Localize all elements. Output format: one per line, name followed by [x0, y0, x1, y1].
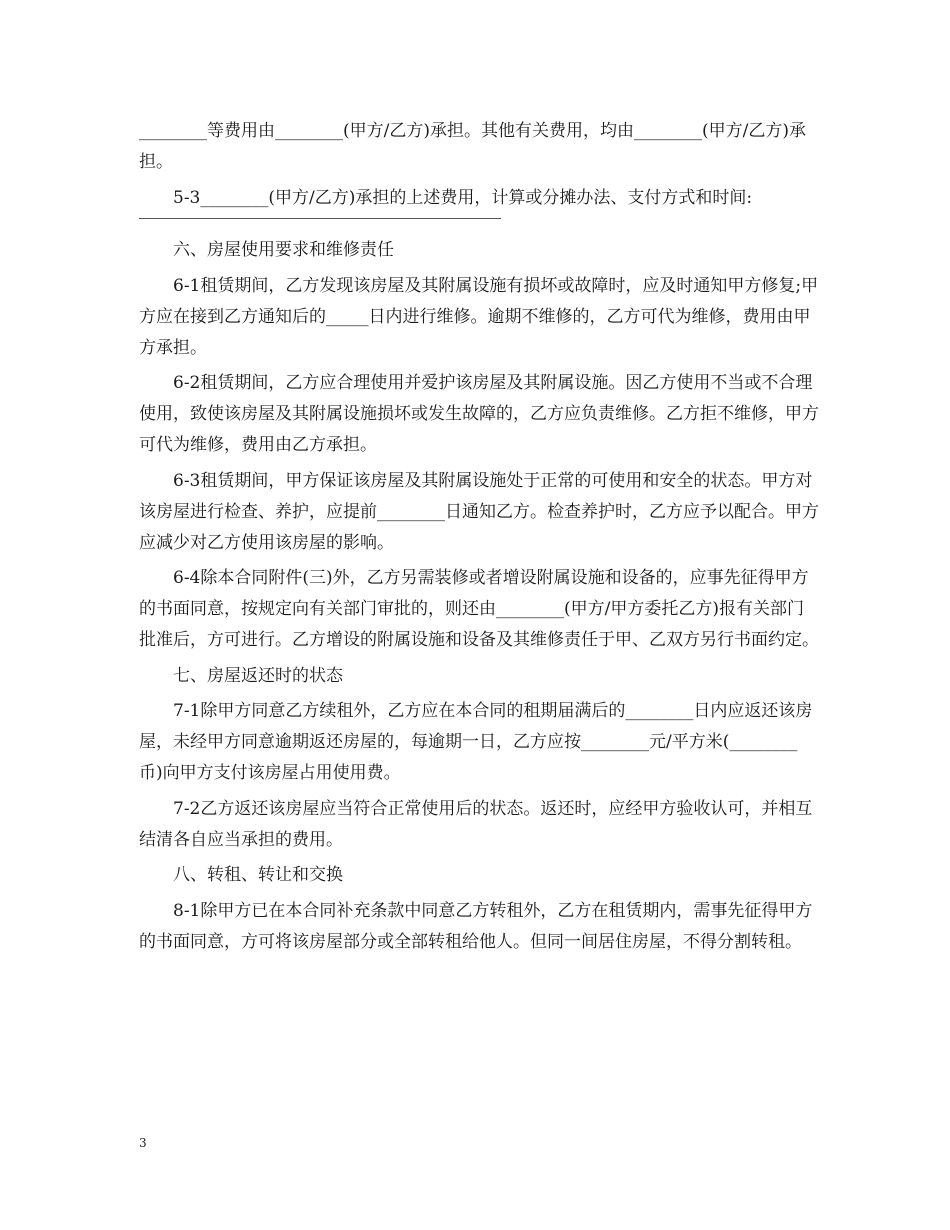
section-heading-6: 六、房屋使用要求和维修责任 [173, 240, 394, 260]
page-number: 3 [139, 1136, 147, 1150]
clause-5-3: 5-3________(甲方/乙方)承担的上述费用，计算或分摊办法、支付方式和时间: [173, 187, 753, 208]
clause-7-2: 7-2乙方返还该房屋应当符合正常使用后的状态。返还时，应经甲方验收认可，并相互结清各自应当承担的费用。 [139, 798, 813, 850]
blank-underline [139, 218, 501, 219]
fill-in-blank-line [139, 218, 819, 235]
clause-8-1: 8-1除甲方已在本合同补充条款中同意乙方转租外，乙方在租赁期内，需事先征得甲方的书面同意，方可将该房屋部分或全部转租给他人。但同一间居住房屋，不得分割转租。 [139, 900, 813, 952]
clause-6-1: 6-1租赁期间，乙方发现该房屋及其附属设施有损坏或故障时，应及时通知甲方修复;甲方应在接到乙方通知后的_____日内进行维修。逾期不维修的，乙方可代为维修，费用由甲方承担。 [139, 275, 819, 358]
section-heading-7: 七、房屋返还时的状态 [173, 665, 343, 686]
document-body [139, 116, 819, 962]
clause-7-1: 7-1除甲方同意乙方续租外，乙方应在本合同的租期届满后的________日内应返还该房屋，未经甲方同意逾期返还房屋的，每逾期一日，乙方应按________元/平方米(________币)向甲方支付该房屋占用使用费。 [139, 701, 813, 783]
section-heading-8: 八、转租、转让和交换 [173, 865, 343, 885]
clause-6-4: 6-4除本合同附件(三)外，乙方另需装修或者增设附属设施和设备的，应事先征得甲方的书面同意，按规定向有关部门审批的，则还由________(甲方/甲方委托乙方)报有关部门批准后，方可进行。乙方增设的附属设施和设备及其维修责任于甲、乙双方另行书面约定。 [139, 568, 819, 650]
clause-6-3: 6-3租赁期间，甲方保证该房屋及其附属设施处于正常的可使用和安全的状态。甲方对该房屋进行检查、养护，应提前________日通知乙方。检查养护时，乙方应予以配合。甲方应减少对乙方使用该房屋的影响。 [139, 470, 819, 553]
clause-6-2: 6-2租赁期间，乙方应合理使用并爱护该房屋及其附属设施。因乙方使用不当或不合理使用，致使该房屋及其附属设施损坏或发生故障的，乙方应负责维修。乙方拒不维修，甲方可代为维修，费用由乙方承担。 [139, 373, 819, 455]
paragraph-fee-bearing: ________等费用由________(甲方/乙方)承担。其他有关费用，均由________(甲方/乙方)承担。 [139, 121, 806, 172]
